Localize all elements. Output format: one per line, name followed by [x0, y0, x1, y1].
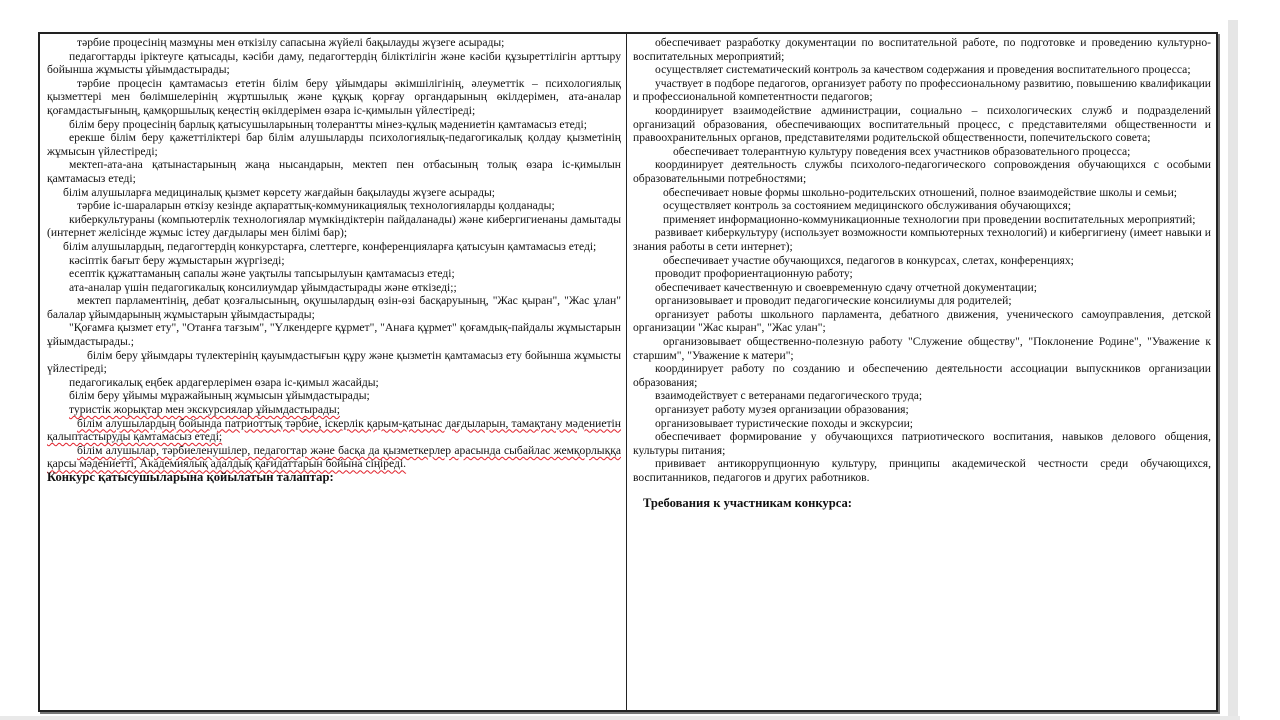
paragraph: применяет информационно-коммуникационные технологии при проведении воспитательных мероприятий;: [663, 212, 1196, 226]
paragraph: обеспечивает толерантную культуру поведения всех участников образовательного процесса;: [673, 144, 1131, 158]
paragraph: мектеп парламентінің, дебат қозғалысының, оқушылардың өзін-өзі басқаруының, "Жас қыран", "Жас ұлан" балалар ұйымдарының жұмыстарын ұйымдастырады;: [47, 294, 621, 321]
paragraph: координирует деятельность службы психолого-педагогического сопровождения обучающихся с особыми образовательными потребностями;: [633, 158, 1211, 185]
paragraph: взаимодействует с ветеранами педагогического труда;: [655, 389, 923, 403]
paragraph: тәрбие процесінің мазмұны мен өткізілу сапасына жүйелі бақылауды жүзеге асырады;: [77, 36, 505, 49]
paragraph: педагогикалық еңбек ардагерлерімен өзара іс-қимыл жасайды;: [69, 375, 379, 389]
paragraph: обеспечивает формирование у обучающихся патриотического воспитания, навыков делового общения, культуры питания;: [633, 430, 1211, 457]
paragraph: прививает антикоррупционную культуру, принципы академической честности среди обучающихся, воспитанников, педагогов и других работников.: [633, 457, 1211, 484]
paragraph-spellcheck-flagged: білім алушылар, тәрбиеленушілер, педагогтар және басқа да қызметкерлер арасында сыбайлас жемқорлыққа қарсы мәдениетті, Академиялық адалдық қағидаттарын бойына сіңіреді.: [47, 443, 621, 471]
paragraph: участвует в подборе педагогов, организует работу по профессиональному развитию, повышению квалификации и профессиональной компетентности педагогов;: [633, 76, 1211, 104]
paragraph: осуществляет контроль за состоянием медицинского обслуживания обучающихся;: [663, 199, 1072, 213]
paragraph: развивает киберкультуру (использует возможности компьютерных технологий) и кибергигиену (имеет навыки и знания работы в сети интернет);: [633, 226, 1211, 253]
paragraph: координирует взаимодействие администрации, социально – психологических служб и подразделений организаций образования, обеспечивающих воспитательный процесс, с представителями общественности и правоохранительных органов, представителями родительской общественности, попечительского совета;: [633, 103, 1211, 145]
paragraph: организует работу музея организации образования;: [655, 403, 909, 417]
paragraph: "Қоғамға қызмет ету", "Отанға тағзым", "Үлкендерге құрмет", "Анаға құрмет" қоғамдық-пайдалы жұмыстарын ұйымдастырады.;: [47, 321, 621, 349]
paragraph: педагогтарды іріктеуге қатысады, кәсіби даму, педагогтердің біліктілігін және кәсіби құзыреттілігін арттыру бойынша жұмысты ұйымдастырады;: [47, 49, 621, 77]
section-heading: Конкурс қатысушыларына қойылатын талаптар:: [47, 470, 334, 484]
paragraph: обеспечивает качественную и своевременную сдачу отчетной документации;: [655, 280, 1037, 294]
paragraph-spellcheck-flagged: туристік жорықтар мен экскурсиялар ұйымдастырады;: [69, 403, 340, 417]
paragraph: организовывает и проводит педагогические консилиумы для родителей;: [655, 294, 1012, 308]
paragraph: проводит профориентационную работу;: [655, 267, 853, 281]
paragraph: білім беру процесінің барлық қатысушыларының толерантты мінез-құлық мәдениетін қамтамасыз етеді;: [69, 117, 587, 131]
paragraph-spellcheck-flagged: білім алушылардың бойында патриоттық тәрбие, іскерлік қарым-қатынас дағдыларын, тамақтану мәдениетін қалыптастыруды қамтамасыз етеді;: [47, 416, 621, 444]
paragraph: білім алушылардың, педагогтердің конкурстарға, слеттерге, конференцияларға қатысуын қамтамасыз етеді;: [63, 239, 597, 253]
paragraph: киберкультураны (компьютерлік технологиялар мүмкіндіктерін пайдаланады) және кибергигиенаны дамытады (интернет желісінде жұмыс істеу дағдылары мен білімі бар);: [47, 212, 621, 240]
horizontal-scrollbar[interactable]: [0, 716, 1240, 720]
section-heading: Требования к участникам конкурса:: [643, 495, 852, 510]
document-table: [38, 32, 1218, 712]
vertical-scrollbar[interactable]: [1228, 20, 1238, 716]
paragraph: кәсіптік бағыт беру жұмыстарын жүргізеді;: [69, 253, 285, 267]
paragraph: тәрбие іс-шараларын өткізу кезінде ақпараттық-коммуникациялық технологияларды қолданады;: [77, 199, 555, 213]
paragraph: обеспечивает участие обучающихся, педагогов в конкурсах, слетах, конференциях;: [663, 253, 1074, 267]
paragraph: организовывает общественно-полезную работу "Служение обществу", "Поклонение Родине", "Уважение к старшим", "Уважение к матери";: [633, 335, 1211, 362]
paragraph: ата-аналар үшін педагогикалық консилиумдар ұйымдастырады және өткізеді;;: [69, 280, 457, 294]
paragraph: мектеп-ата-ана қатынастарының жаңа нысандарын, мектеп пен отбасының толық өзара іс-қимылын қамтамасыз етеді;: [47, 158, 621, 185]
paragraph: координирует работу по созданию и обеспечению деятельности ассоциации выпускников организации образования;: [633, 362, 1211, 389]
paragraph: білім беру ұйымы мұражайының жұмысын ұйымдастырады;: [69, 389, 370, 403]
kazakh-column: [40, 34, 627, 710]
paragraph: ерекше білім беру қажеттіліктері бар білім алушыларды психологиялық-педагогикалық қолдау қызметінің жұмысын үйлестіреді;: [47, 131, 621, 158]
paragraph: организовывает туристические походы и экскурсии;: [655, 416, 913, 430]
paragraph: организует работы школьного парламента, дебатного движения, ученического самоуправления, детской организации "Жас кыран", "Жас улан";: [633, 307, 1211, 335]
paragraph: тәрбие процесін қамтамасыз ететін білім беру ұйымдары әкімшілігінің, әлеуметтік – психологиялық қызметтері мен бөлімшелерінің жұртшылық және құқық қорғау органдарының өкілдерімен, ата-аналар қоғамдастығының, қамқоршылық кеңестің өкілдерімен өзара іс-қимылын үйлестіреді;: [47, 76, 621, 117]
paragraph: осуществляет систематический контроль за качеством содержания и проведения воспитательного процесса;: [655, 63, 1191, 77]
paragraph: білім алушыларға медициналық қызмет көрсету жағдайын бақылауды жүзеге асырады;: [63, 185, 496, 199]
paragraph: білім беру ұйымдары түлектерінің қауымдастығын құру және қызметін қамтамасыз ету бойынша жұмысты үйлестіреді;: [47, 348, 621, 376]
paragraph: есептік құжаттаманың сапалы және уақтылы тапсырылуын қамтамасыз етеді;: [69, 267, 455, 281]
paragraph: обеспечивает разработку документации по воспитательной работе, по подготовке и проведению культурно-воспитательных мероприятий;: [633, 36, 1211, 63]
russian-column: [627, 34, 1216, 710]
paragraph: обеспечивает новые формы школьно-родительских отношений, полное взаимодействие школы и семьи;: [663, 185, 1178, 199]
